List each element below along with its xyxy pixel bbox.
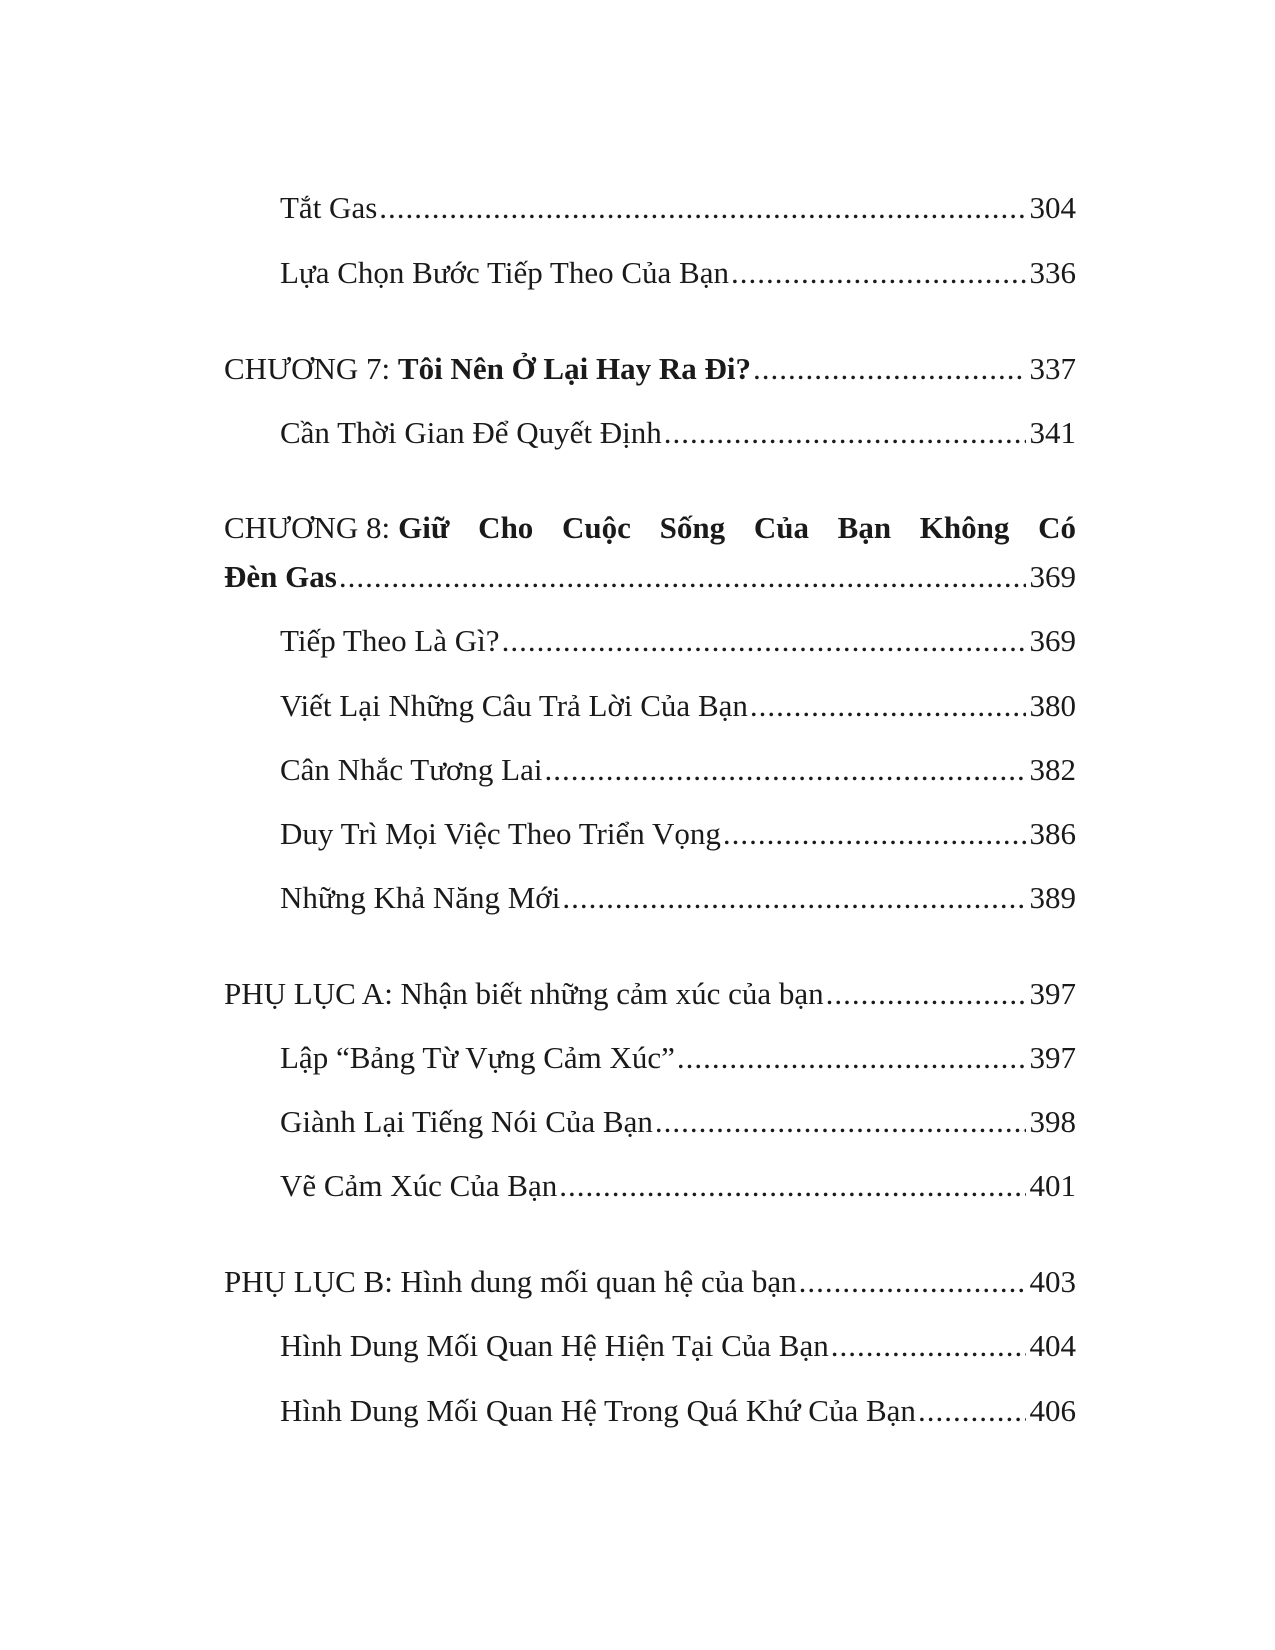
- toc-entry-title: Lập “Bảng Từ Vựng Cảm Xúc”: [280, 1040, 675, 1075]
- toc-entry: [280, 686, 1076, 726]
- toc-entry-page: 304: [1029, 190, 1076, 225]
- toc-entry-page: 389: [1029, 880, 1076, 915]
- toc-entry-page: 397: [1029, 976, 1076, 1011]
- chapter-title: Tôi Nên Ở Lại Hay Ra Đi?: [397, 351, 751, 386]
- toc-entry: [280, 621, 1076, 661]
- toc-chapter-entry-line2: [224, 557, 1076, 597]
- table-of-contents: [224, 0, 1076, 1650]
- toc-entry-page: 397: [1029, 1040, 1076, 1075]
- toc-entry-page: 403: [1029, 1264, 1076, 1299]
- dot-leader: [562, 878, 1025, 918]
- toc-entry-page: 404: [1029, 1328, 1076, 1363]
- toc-entry: [280, 1166, 1076, 1206]
- dot-leader: [750, 686, 1026, 726]
- toc-entry: [280, 253, 1076, 293]
- toc-entry-title: Giành Lại Tiếng Nói Của Bạn: [280, 1104, 653, 1139]
- toc-entry-page: 386: [1029, 816, 1076, 851]
- dot-leader: [731, 253, 1026, 293]
- dot-leader: [723, 814, 1026, 854]
- toc-entry: [280, 1326, 1076, 1366]
- toc-entry-title: Tiếp Theo Là Gì?: [280, 623, 500, 658]
- toc-entry-title: Lựa Chọn Bước Tiếp Theo Của Bạn: [280, 255, 729, 290]
- dot-leader: [544, 750, 1025, 790]
- toc-chapter-entry: [224, 349, 1076, 389]
- toc-appendix-entry: [224, 974, 1076, 1014]
- dot-leader: [502, 621, 1026, 661]
- toc-entry-title: Viết Lại Những Câu Trả Lời Của Bạn: [280, 688, 748, 723]
- toc-entry-title: Hình Dung Mối Quan Hệ Trong Quá Khứ Của Bạn: [280, 1393, 916, 1428]
- chapter-prefix: CHƯƠNG 8:: [224, 510, 391, 545]
- dot-leader: [753, 349, 1026, 389]
- toc-entry-title: Những Khả Năng Mới: [280, 880, 561, 915]
- toc-entry-page: 337: [1029, 351, 1076, 386]
- toc-entry-page: 341: [1029, 415, 1076, 450]
- toc-entry-page: 406: [1029, 1393, 1076, 1428]
- toc-entry-title: Tắt Gas: [280, 190, 378, 225]
- toc-entry-page: 398: [1029, 1104, 1076, 1139]
- toc-entry-page: 380: [1029, 688, 1076, 723]
- toc-entry: [280, 750, 1076, 790]
- toc-appendix-entry: [224, 1262, 1076, 1302]
- toc-entry: [280, 814, 1076, 854]
- toc-entry-page: 369: [1029, 559, 1076, 594]
- toc-entry: [280, 1102, 1076, 1142]
- dot-leader: [559, 1166, 1025, 1206]
- dot-leader: [664, 413, 1026, 453]
- toc-entry-page: 336: [1029, 255, 1076, 290]
- dot-leader: [826, 974, 1026, 1014]
- dot-leader: [655, 1102, 1026, 1142]
- toc-entry-title: Cân Nhắc Tương Lai: [280, 752, 543, 787]
- toc-entry-page: 369: [1029, 623, 1076, 658]
- dot-leader: [379, 188, 1025, 228]
- chapter-title-line1: Giữ Cho Cuộc Sống Của Bạn Không Có: [398, 510, 1076, 545]
- toc-entry-title: [224, 349, 751, 389]
- dot-leader: [831, 1326, 1026, 1366]
- dot-leader: [799, 1262, 1026, 1302]
- toc-chapter-entry-line1: [224, 508, 1076, 548]
- toc-entry-title: PHỤ LỤC A: Nhận biết những cảm xúc của bạn: [224, 976, 824, 1011]
- toc-entry-title: Duy Trì Mọi Việc Theo Triển Vọng: [280, 816, 721, 851]
- toc-entry-page: 401: [1029, 1168, 1076, 1203]
- toc-entry-title: [224, 557, 337, 597]
- toc-entry-page: 382: [1029, 752, 1076, 787]
- chapter-prefix: CHƯƠNG 7:: [224, 351, 398, 386]
- dot-leader: [339, 557, 1026, 597]
- chapter-title-line2: Đèn Gas: [224, 559, 337, 594]
- toc-entry-title: Vẽ Cảm Xúc Của Bạn: [280, 1168, 558, 1203]
- toc-entry: [280, 188, 1076, 228]
- toc-entry-title: Hình Dung Mối Quan Hệ Hiện Tại Của Bạn: [280, 1328, 829, 1363]
- toc-entry-title: PHỤ LỤC B: Hình dung mối quan hệ của bạn: [224, 1264, 797, 1299]
- toc-entry: [280, 1391, 1076, 1431]
- toc-entry: [280, 1038, 1076, 1078]
- dot-leader: [918, 1391, 1026, 1431]
- dot-leader: [677, 1038, 1026, 1078]
- toc-entry: [280, 413, 1076, 453]
- toc-entry: [280, 878, 1076, 918]
- toc-entry-title: Cần Thời Gian Để Quyết Định: [280, 415, 662, 450]
